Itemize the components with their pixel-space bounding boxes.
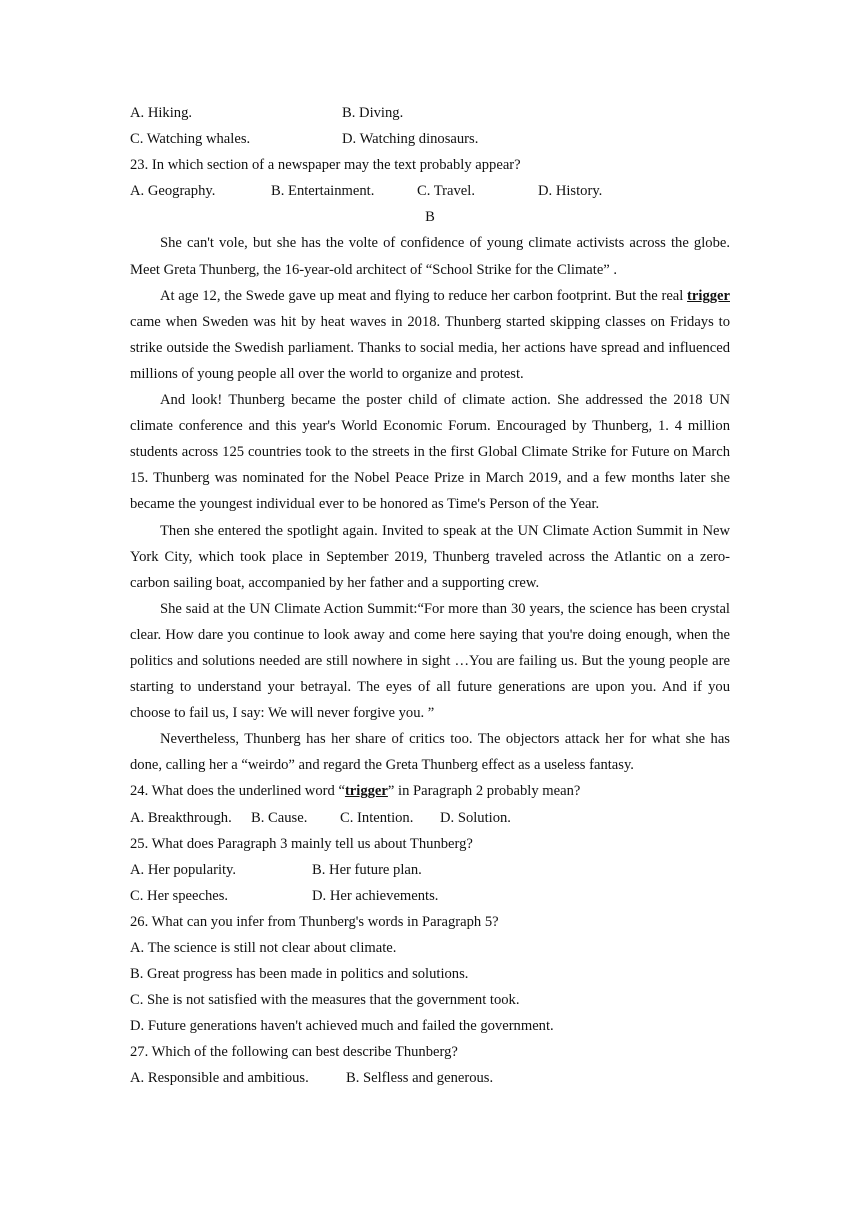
q23-options-row <box>130 178 730 204</box>
q24-keyword: trigger <box>344 783 388 800</box>
q26-option-c: C. She is not satisfied with the measures that the government took. <box>130 992 520 1009</box>
q22-option-b: B. Diving. <box>342 105 404 121</box>
q24-stem <box>130 778 730 804</box>
q25-options-row-2 <box>130 883 730 909</box>
q25-stem: 25. What does Paragraph 3 mainly tell us about Thunberg? <box>130 835 473 852</box>
q25-option-a: A. Her popularity. <box>130 861 237 878</box>
passage-paragraph-4: Then she entered the spotlight again. Invited to speak at the UN Climate Action Summit in New York City, which took place in September 2019, Thunberg traveled across the Atlantic on a zero-carbon sailing boat, accompanied by her father and a supporting crew. <box>130 522 730 591</box>
q24-option-d: D. Solution. <box>440 809 511 826</box>
p2-text-after: came when Sweden was hit by heat waves in 2018. Thunberg started skipping classes on Fridays to strike outside the Swedish parliament. Thanks to social media, her actions have spread and influenced millions of young people all over the world to organize and protest. <box>130 313 730 382</box>
p2-text-before: At age 12, the Swede gave up meat and flying to reduce her carbon footprint. But the real <box>160 287 688 304</box>
q23-option-b: B. Entertainment. <box>271 183 375 200</box>
q25-option-d: D. Her achievements. <box>312 887 439 904</box>
passage-paragraph-2 <box>130 283 730 387</box>
q23-option-a: A. Geography. <box>130 183 216 200</box>
q24-option-b: B. Cause. <box>251 809 308 826</box>
q24-option-a: A. Breakthrough. <box>130 809 232 826</box>
section-heading: B <box>425 209 435 226</box>
q23-option-d: D. History. <box>538 183 603 200</box>
q25-options-row-1 <box>130 857 730 883</box>
q26-stem: 26. What can you infer from Thunberg's words in Paragraph 5? <box>130 913 499 930</box>
q22-options-row-1 <box>130 100 730 126</box>
q26-option-d: D. Future generations haven't achieved much and failed the government. <box>130 1018 554 1035</box>
underlined-keyword: trigger <box>687 287 730 304</box>
q26-option-a: A. The science is still not clear about climate. <box>130 940 397 956</box>
q27-option-a: A. Responsible and ambitious. <box>130 1070 309 1087</box>
q23-stem: 23. In which section of a newspaper may the text probably appear? <box>130 157 521 174</box>
q25-option-c: C. Her speeches. <box>130 887 229 904</box>
q24-stem-after: ” in Paragraph 2 probably mean? <box>387 783 581 800</box>
q27-stem: 27. Which of the following can best describe Thunberg? <box>130 1044 458 1061</box>
q23-option-c: C. Travel. <box>417 183 475 200</box>
q25-option-b: B. Her future plan. <box>312 861 422 878</box>
exam-page <box>130 100 730 1092</box>
q24-options-row <box>130 805 730 831</box>
q22-option-a: A. Hiking. <box>130 105 193 121</box>
q22-option-d: D. Watching dinosaurs. <box>342 131 479 148</box>
passage-paragraph-3: And look! Thunberg became the poster child of climate action. She addressed the 2018 UN climate conference and this year's World Economic Forum. Encouraged by Thunberg, 1. 4 million students across 125 countries took to the streets in the first Global Climate Strike for Future on March 15. Thunberg was nominated for the Nobel Peace Prize in March 2019, and a few months later she became the youngest individual ever to be honored as Time's Person of the Year. <box>130 392 730 513</box>
q22-options-row-2 <box>130 126 730 152</box>
passage-paragraph-1: She can't vole, but she has the volte of confidence of young climate activists across the globe. Meet Greta Thunberg, the 16-year-old architect of “School Strike for the Climate” . <box>130 235 730 278</box>
q24-stem-before: 24. What does the underlined word “ <box>130 783 345 800</box>
q27-options-row <box>130 1065 730 1091</box>
q22-option-c: C. Watching whales. <box>130 131 251 148</box>
passage-paragraph-6: Nevertheless, Thunberg has her share of critics too. The objectors attack her for what she has done, calling her a “weirdo” and regard the Greta Thunberg effect as a useless fantasy. <box>130 731 730 774</box>
passage-paragraph-5: She said at the UN Climate Action Summit:“For more than 30 years, the science has been crystal clear. How dare you continue to look away and come here saying that you're doing enough, when the politics and solutions needed are still nowhere in sight …You are failing us. But the young people are starting to understand your betrayal. The eyes of all future generations are upon you. And if you choose to fail us, I say: We will never forgive you. ” <box>130 600 730 722</box>
q27-option-b: B. Selfless and generous. <box>346 1070 494 1087</box>
q24-option-c: C. Intention. <box>340 809 414 826</box>
q26-option-b: B. Great progress has been made in politics and solutions. <box>130 966 469 983</box>
